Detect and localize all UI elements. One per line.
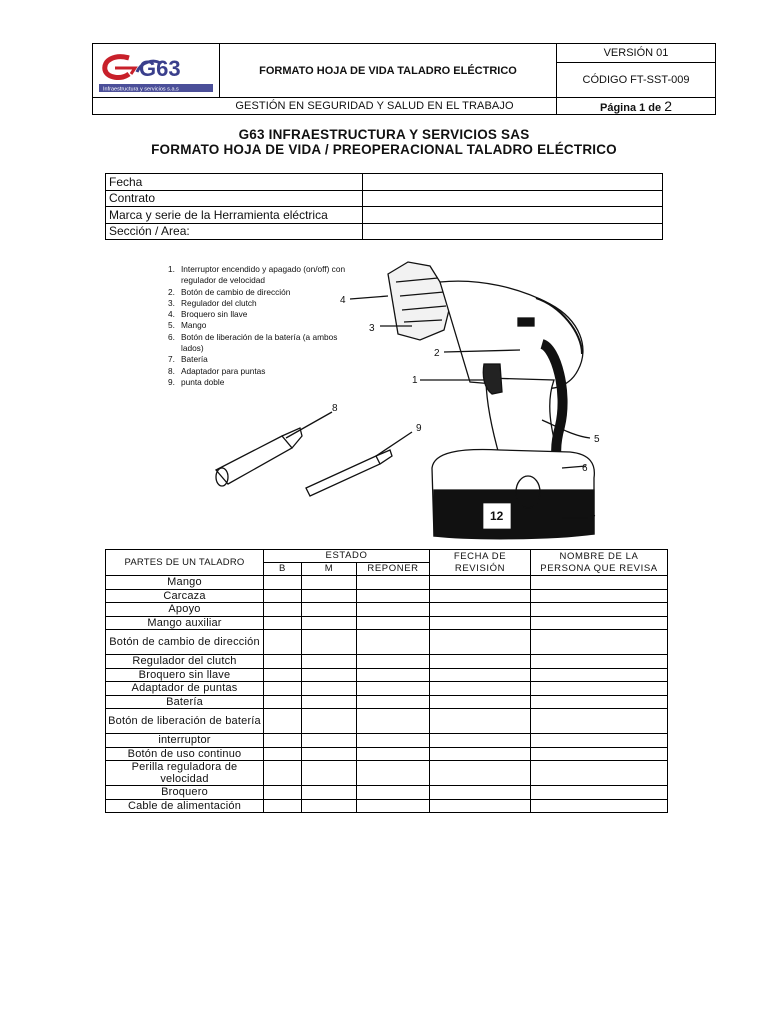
cell-m[interactable]: [302, 799, 357, 813]
table-row: [106, 576, 668, 590]
cell-b[interactable]: [264, 630, 302, 655]
cell-reponer[interactable]: [357, 603, 430, 617]
cell-m[interactable]: [302, 734, 357, 748]
cell-nombre[interactable]: [531, 761, 668, 786]
callout-8: 8: [332, 403, 338, 414]
cell-m[interactable]: [302, 668, 357, 682]
part-name: Adaptador de puntas: [106, 682, 264, 696]
cell-b[interactable]: [264, 761, 302, 786]
cell-reponer[interactable]: [357, 695, 430, 709]
table-row: [106, 682, 668, 696]
table-row: [106, 747, 668, 761]
cell-reponer[interactable]: [357, 589, 430, 603]
info-value-seccion[interactable]: [363, 223, 663, 240]
legend-text: Regulador del clutch: [181, 297, 257, 308]
callout-7: 7: [590, 514, 596, 525]
legend-text: Botón de liberación de la batería (a ambos lados): [181, 331, 338, 354]
part-name: Broquero sin llave: [106, 668, 264, 682]
legend-number: 1.: [168, 264, 175, 274]
legend-number: 5.: [168, 320, 175, 331]
cell-b[interactable]: [264, 655, 302, 669]
table-row: [106, 709, 668, 734]
cell-nombre[interactable]: [531, 695, 668, 709]
col-nombre-line1: NOMBRE DE LA: [559, 550, 639, 562]
part-name: Botón de liberación de batería: [106, 709, 264, 734]
cell-b[interactable]: [264, 616, 302, 630]
cell-m[interactable]: [302, 589, 357, 603]
callout-1: 1: [412, 375, 418, 386]
cell-nombre[interactable]: [531, 682, 668, 696]
info-value-contrato[interactable]: [363, 190, 663, 207]
cell-m[interactable]: [302, 630, 357, 655]
table-row: [106, 786, 668, 800]
header-code: CÓDIGO FT-SST-009: [557, 63, 716, 98]
cell-fecha[interactable]: [430, 576, 531, 590]
part-name: Mango: [106, 576, 264, 590]
cell-fecha[interactable]: [430, 786, 531, 800]
document-header: [92, 43, 716, 115]
cell-reponer[interactable]: [357, 786, 430, 800]
legend-text: Interruptor encendido y apagado (on/off) con regulador de velocidad: [181, 264, 346, 286]
part-name: interruptor: [106, 734, 264, 748]
page-total: 2: [664, 98, 672, 114]
cell-fecha[interactable]: [430, 695, 531, 709]
cell-fecha[interactable]: [430, 616, 531, 630]
cell-nombre[interactable]: [531, 668, 668, 682]
cell-nombre[interactable]: [531, 709, 668, 734]
callout-6: 6: [582, 463, 588, 474]
legend-number: 4.: [168, 309, 175, 320]
part-name: Broquero: [106, 786, 264, 800]
legend-number: 6.: [168, 331, 175, 342]
cell-m[interactable]: [302, 786, 357, 800]
cell-nombre[interactable]: [531, 576, 668, 590]
cell-b[interactable]: [264, 786, 302, 800]
legend-number: 7.: [168, 354, 175, 365]
cell-nombre[interactable]: [531, 616, 668, 630]
table-row: [106, 799, 668, 813]
part-name: Perilla reguladora de velocidad: [106, 761, 264, 786]
header-title: FORMATO HOJA DE VIDA TALADRO ELÉCTRICO: [220, 44, 557, 98]
info-label-seccion: Sección / Area:: [106, 223, 363, 240]
logo-text: G63: [139, 56, 181, 81]
cell-b[interactable]: [264, 709, 302, 734]
legend-number: 3.: [168, 297, 175, 308]
part-name: Batería: [106, 695, 264, 709]
cell-m[interactable]: [302, 761, 357, 786]
cell-b[interactable]: [264, 695, 302, 709]
battery-label: 12: [490, 509, 504, 523]
col-fecha-line2: REVISIÓN: [454, 562, 506, 574]
info-label-marca: Marca y serie de la Herramienta eléctrica: [106, 207, 363, 224]
callout-4: 4: [340, 295, 346, 306]
cell-b[interactable]: [264, 799, 302, 813]
col-m: M: [302, 563, 357, 576]
cell-fecha[interactable]: [430, 709, 531, 734]
legend-text: punta doble: [181, 376, 225, 387]
cell-b[interactable]: [264, 603, 302, 617]
cell-b[interactable]: [264, 589, 302, 603]
cell-fecha[interactable]: [430, 747, 531, 761]
cell-fecha[interactable]: [430, 603, 531, 617]
cell-fecha[interactable]: [430, 668, 531, 682]
cell-nombre[interactable]: [531, 655, 668, 669]
part-name: Apoyo: [106, 603, 264, 617]
col-b: B: [264, 563, 302, 576]
legend-text: Mango: [181, 320, 207, 331]
cell-m[interactable]: [302, 682, 357, 696]
info-table: [105, 173, 663, 240]
part-name: Botón de cambio de dirección: [106, 630, 264, 655]
cell-reponer[interactable]: [357, 761, 430, 786]
cell-m[interactable]: [302, 655, 357, 669]
cell-nombre[interactable]: [531, 786, 668, 800]
cell-reponer[interactable]: [357, 682, 430, 696]
cell-b[interactable]: [264, 668, 302, 682]
info-label-contrato: Contrato: [106, 190, 363, 207]
cell-m[interactable]: [302, 603, 357, 617]
col-nombre: [531, 550, 668, 576]
table-row: [106, 668, 668, 682]
cell-nombre[interactable]: [531, 734, 668, 748]
cell-nombre[interactable]: [531, 747, 668, 761]
cell-b[interactable]: [264, 734, 302, 748]
col-nombre-line2: PERSONA QUE REVISA: [540, 562, 658, 574]
header-subtitle: GESTIÓN EN SEGURIDAD Y SALUD EN EL TRABAJO: [93, 98, 557, 115]
cell-reponer[interactable]: [357, 655, 430, 669]
cell-reponer[interactable]: [357, 616, 430, 630]
cell-nombre[interactable]: [531, 799, 668, 813]
callout-3: 3: [369, 323, 375, 334]
cell-fecha[interactable]: [430, 682, 531, 696]
cell-b[interactable]: [264, 747, 302, 761]
cell-b[interactable]: [264, 682, 302, 696]
cell-nombre[interactable]: [531, 589, 668, 603]
cell-fecha[interactable]: [430, 761, 531, 786]
legend-text: Batería: [181, 354, 208, 365]
cell-nombre[interactable]: [531, 603, 668, 617]
legend-number: 8.: [168, 365, 175, 376]
drill-diagram: [150, 252, 620, 544]
table-row: [106, 734, 668, 748]
cell-fecha[interactable]: [430, 630, 531, 655]
header-version: VERSIÓN 01: [557, 44, 716, 63]
part-name: Botón de uso continuo: [106, 747, 264, 761]
table-row: [106, 589, 668, 603]
cell-fecha[interactable]: [430, 589, 531, 603]
parts-table: [105, 549, 668, 813]
col-fecha: [430, 550, 531, 576]
cell-reponer[interactable]: [357, 709, 430, 734]
cell-reponer[interactable]: [357, 668, 430, 682]
table-row: [106, 695, 668, 709]
cell-nombre[interactable]: [531, 630, 668, 655]
cell-reponer[interactable]: [357, 747, 430, 761]
legend-number: 9.: [168, 376, 175, 387]
legend-text: Adaptador para puntas: [181, 365, 266, 376]
cell-fecha[interactable]: [430, 799, 531, 813]
col-reponer: REPONER: [357, 563, 430, 576]
cell-m[interactable]: [302, 616, 357, 630]
cell-m[interactable]: [302, 747, 357, 761]
col-estado: ESTADO: [264, 550, 430, 563]
info-value-marca[interactable]: [363, 207, 663, 224]
legend-text: Botón de cambio de dirección: [181, 286, 291, 297]
logo-cell: [93, 44, 220, 98]
legend-number: 2.: [168, 286, 175, 297]
cell-reponer[interactable]: [357, 734, 430, 748]
cell-fecha[interactable]: [430, 655, 531, 669]
header-page: [557, 98, 716, 115]
col-parts: PARTES DE UN TALADRO: [106, 550, 264, 576]
cell-fecha[interactable]: [430, 734, 531, 748]
table-row: [106, 630, 668, 655]
table-row: [106, 655, 668, 669]
table-row: [106, 616, 668, 630]
cell-m[interactable]: [302, 576, 357, 590]
parts-table-body: [106, 576, 668, 813]
company-logo: [95, 44, 217, 94]
info-label-fecha: Fecha: [106, 174, 363, 191]
part-name: Mango auxiliar: [106, 616, 264, 630]
legend-text: Broquero sin llave: [181, 309, 248, 320]
part-name: Regulador del clutch: [106, 655, 264, 669]
callout-9: 9: [416, 423, 422, 434]
callout-5: 5: [594, 434, 600, 445]
cell-m[interactable]: [302, 709, 357, 734]
col-fecha-line1: FECHA DE: [453, 550, 507, 562]
cell-m[interactable]: [302, 695, 357, 709]
part-name: Carcaza: [106, 589, 264, 603]
cell-reponer[interactable]: [357, 799, 430, 813]
cell-b[interactable]: [264, 576, 302, 590]
cell-reponer[interactable]: [357, 630, 430, 655]
doc-title-company: G63 INFRAESTRUCTURA Y SERVICIOS SAS: [238, 127, 530, 142]
info-value-fecha[interactable]: [363, 174, 663, 191]
part-name: Cable de alimentación: [106, 799, 264, 813]
callout-2: 2: [434, 348, 440, 359]
page-prefix: Página 1 de: [600, 102, 662, 114]
cell-reponer[interactable]: [357, 576, 430, 590]
doc-title-form: FORMATO HOJA DE VIDA / PREOPERACIONAL TALADRO ELÉCTRICO: [151, 142, 617, 157]
table-row: [106, 603, 668, 617]
table-row: [106, 761, 668, 786]
logo-tagline: Infraestructura y servicios s.a.s: [103, 86, 179, 93]
